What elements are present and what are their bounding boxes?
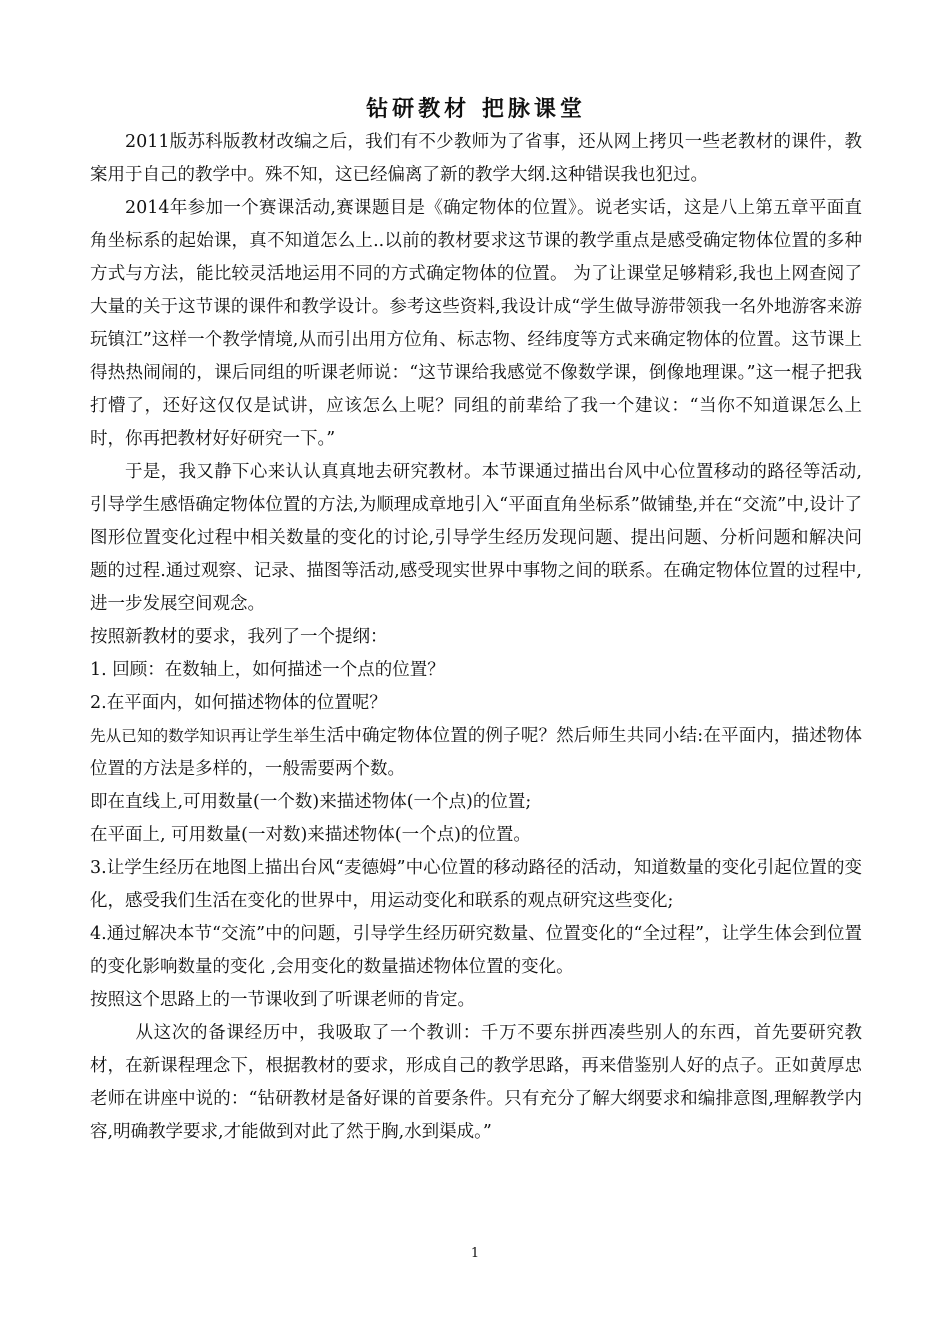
outline-item-2-detail-rest: 生活中确定物体位置的例子呢？然后师生共同小结:在平面内，描述物体位置的方法是多样的，一般需要两个数。: [90, 726, 862, 779]
outline-item-1: 1. 回顾：在数轴上，如何描述一个点的位置？: [90, 660, 445, 680]
paragraph-result: 按照这个思路上的一节课收到了听课老师的肯定。: [90, 990, 475, 1010]
outline-line-straight: 即在直线上,可用数量(一个数)来描述物体(一个点)的位置;: [90, 792, 532, 812]
paragraph-competition: 2014年参加一个赛课活动,赛课题目是《确定物体的位置》。说老实话，这是八上第五章平面直角坐标系的起始课，真不知道怎么上..以前的教材要求这节课的教学重点是感受确定物体位置的多种方式与方法，能比较灵活地运用不同的方式确定物体的位置。 为了让课堂足够精彩,我也上网查阅了大量的关于这节课的课件和教学设计。参考这些资料,我设计成“学生做导游带领我一名外地游客来游玩镇江”这样一个教学情境,从而引出用方位角、标志物、经纬度等方式来确定物体的位置。这节课上得热热闹闹的，课后同组的听课老师说：“这节课给我感觉不像数学课，倒像地理课。”这一棍子把我打懵了，还好这仅仅是试讲，应该怎么上呢？同组的前辈给了我一个建议：“当你不知道课怎么上时，你再把教材好好研究一下。”: [90, 198, 862, 449]
outline-item-2: 2.在平面内，如何描述物体的位置呢？: [90, 693, 387, 713]
page-number: 1: [470, 1246, 480, 1261]
paragraph-conclusion: 从这次的备课经历中，我吸取了一个教训：千万不要东拼西凑些别人的东西，首先要研究教材，在新课程理念下，根据教材的要求，形成自己的教学思路，再来借鉴别人好的点子。正如黄厚忠老师在讲座中说的：“钻研教材是备好课的首要条件。只有充分了解大纲要求和编排意图,理解教学内容,明确教学要求,才能做到对此了然于胸,水到渠成。”: [90, 1023, 862, 1142]
outline-item-2-detail-small: 先从已知的数学知识再让学生举: [90, 727, 310, 745]
outline-item-2-detail: [90, 720, 862, 786]
paragraph-intro: 2011版苏科版教材改编之后，我们有不少教师为了省事，还从网上拷贝一些老教材的课件，教案用于自己的教学中。殊不知，这已经偏离了新的教学大纲.这种错误我也犯过。: [90, 132, 862, 185]
paragraph-study-textbook: 于是，我又静下心来认认真真地去研究教材。本节课通过描出台风中心位置移动的路径等活动,引导学生感悟确定物体位置的方法,为顺理成章地引入“平面直角坐标系”做铺垫,并在“交流”中,设计了图形位置变化过程中相关数量的变化的讨论,引导学生经历发现问题、提出问题、分析问题和解决问题的过程.通过观察、记录、描图等活动,感受现实世界中事物之间的联系。在确定物体位置的过程中,进一步发展空间观念。: [90, 462, 862, 614]
outline-item-3: 3.让学生经历在地图上描出台风“麦德姆”中心位置的移动路径的活动，知道数量的变化引起位置的变化，感受我们生活在变化的世界中，用运动变化和联系的观点研究这些变化;: [90, 858, 862, 911]
document-title: 钻研教材 把脉课堂: [366, 96, 586, 122]
outline-item-4: 4.通过解决本节“交流”中的问题，引导学生经历研究数量、位置变化的“全过程”，让学生体会到位置的变化影响数量的变化 ,会用变化的数量描述物体位置的变化。: [90, 924, 862, 977]
paragraph-outline-intro: 按照新教材的要求，我列了一个提纲：: [90, 627, 388, 647]
outline-line-plane: 在平面上, 可用数量(一对数)来描述物体(一个点)的位置。: [90, 825, 531, 845]
document-page: [90, 92, 862, 1149]
